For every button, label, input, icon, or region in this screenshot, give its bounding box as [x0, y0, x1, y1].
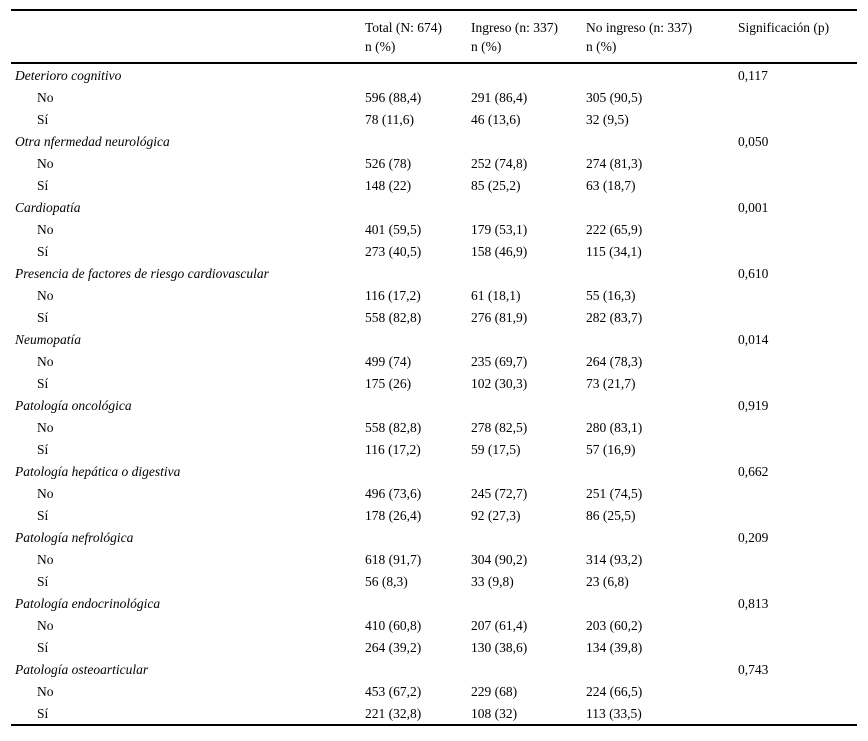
data-row [11, 438, 857, 460]
ingreso-cell: 46 (13,6) [471, 111, 521, 127]
row-label: No [37, 419, 54, 435]
p-value-cell: 0,610 [738, 265, 769, 281]
empty-cell [734, 614, 857, 636]
p-value-cell: 0,117 [738, 67, 768, 83]
data-row [11, 350, 857, 372]
group-label: Patología oncológica [15, 397, 132, 413]
empty-cell [361, 196, 467, 218]
column-subtitle: n (%) [365, 39, 396, 54]
empty-cell [734, 372, 857, 394]
row-label: No [37, 353, 54, 369]
no-ingreso-cell: 23 (6,8) [586, 573, 629, 589]
data-row [11, 416, 857, 438]
data-row [11, 570, 857, 592]
column-subtitle: n (%) [471, 39, 502, 54]
row-label: Sí [37, 243, 49, 259]
empty-cell [734, 86, 857, 108]
empty-cell [467, 460, 582, 482]
empty-cell [582, 526, 734, 548]
empty-cell [361, 658, 467, 680]
empty-cell [734, 702, 857, 725]
no-ingreso-cell: 280 (83,1) [586, 419, 643, 435]
empty-cell [734, 482, 857, 504]
total-cell: 401 (59,5) [365, 221, 422, 237]
empty-cell [467, 63, 582, 86]
table-header [11, 10, 857, 63]
empty-cell [734, 240, 857, 262]
empty-cell [361, 63, 467, 86]
no-ingreso-cell: 203 (60,2) [586, 617, 643, 633]
column-header [467, 10, 582, 63]
data-row [11, 284, 857, 306]
row-label: No [37, 221, 54, 237]
total-cell: 410 (60,8) [365, 617, 422, 633]
data-row [11, 86, 857, 108]
p-value-cell: 0,743 [738, 661, 769, 677]
empty-cell [467, 394, 582, 416]
ingreso-cell: 108 (32) [471, 705, 518, 721]
no-ingreso-cell: 222 (65,9) [586, 221, 643, 237]
data-row [11, 702, 857, 725]
empty-cell [582, 130, 734, 152]
row-label: Sí [37, 309, 49, 325]
empty-cell [582, 328, 734, 350]
no-ingreso-cell: 314 (93,2) [586, 551, 643, 567]
column-title: Significación (p) [738, 20, 830, 35]
empty-cell [361, 592, 467, 614]
empty-cell [734, 306, 857, 328]
total-cell: 596 (88,4) [365, 89, 422, 105]
p-value-cell: 0,813 [738, 595, 769, 611]
column-title: Ingreso (n: 337) [471, 20, 558, 35]
group-row [11, 196, 857, 218]
empty-cell [734, 108, 857, 130]
data-row [11, 152, 857, 174]
empty-cell [582, 63, 734, 86]
column-title: No ingreso (n: 337) [586, 20, 693, 35]
ingreso-cell: 33 (9,8) [471, 573, 514, 589]
group-label: Patología endocrinológica [15, 595, 161, 611]
empty-cell [361, 262, 467, 284]
no-ingreso-cell: 73 (21,7) [586, 375, 636, 391]
total-cell: 264 (39,2) [365, 639, 422, 655]
group-label: Patología hepática o digestiva [15, 463, 181, 479]
group-row [11, 460, 857, 482]
group-row [11, 328, 857, 350]
data-row [11, 614, 857, 636]
empty-cell [361, 130, 467, 152]
header-row [11, 10, 857, 63]
row-label: No [37, 155, 54, 171]
total-cell: 148 (22) [365, 177, 412, 193]
data-row [11, 504, 857, 526]
empty-cell [361, 460, 467, 482]
no-ingreso-cell: 251 (74,5) [586, 485, 643, 501]
empty-cell [734, 284, 857, 306]
p-value-cell: 0,919 [738, 397, 769, 413]
row-label: Sí [37, 705, 49, 721]
empty-cell [734, 570, 857, 592]
column-title: Total (N: 674) [365, 20, 443, 35]
total-cell: 56 (8,3) [365, 573, 408, 589]
empty-cell [467, 328, 582, 350]
total-cell: 618 (91,7) [365, 551, 422, 567]
empty-cell [734, 416, 857, 438]
p-value-cell: 0,001 [738, 199, 769, 215]
empty-cell [467, 658, 582, 680]
no-ingreso-cell: 63 (18,7) [586, 177, 636, 193]
empty-cell [467, 592, 582, 614]
empty-cell [734, 152, 857, 174]
total-cell: 558 (82,8) [365, 419, 422, 435]
group-row [11, 592, 857, 614]
row-label: Sí [37, 441, 49, 457]
data-row [11, 174, 857, 196]
data-row [11, 482, 857, 504]
group-label: Patología osteoarticular [15, 661, 149, 677]
group-row [11, 63, 857, 86]
ingreso-cell: 130 (38,6) [471, 639, 528, 655]
no-ingreso-cell: 305 (90,5) [586, 89, 643, 105]
empty-cell [582, 658, 734, 680]
no-ingreso-cell: 115 (34,1) [586, 243, 642, 259]
no-ingreso-cell: 274 (81,3) [586, 155, 643, 171]
total-cell: 526 (78) [365, 155, 412, 171]
row-label: Sí [37, 375, 49, 391]
empty-cell [467, 262, 582, 284]
ingreso-cell: 245 (72,7) [471, 485, 528, 501]
group-label: Presencia de factores de riesgo cardiovascular [15, 265, 269, 281]
group-label: Deterioro cognitivo [15, 67, 122, 83]
data-row [11, 108, 857, 130]
empty-cell [467, 196, 582, 218]
ingreso-cell: 85 (25,2) [471, 177, 521, 193]
total-cell: 499 (74) [365, 353, 412, 369]
ingreso-cell: 158 (46,9) [471, 243, 528, 259]
group-row [11, 130, 857, 152]
data-row [11, 636, 857, 658]
row-label: No [37, 617, 54, 633]
empty-cell [734, 438, 857, 460]
empty-cell [734, 350, 857, 372]
p-value-cell: 0,662 [738, 463, 769, 479]
group-row [11, 526, 857, 548]
total-cell: 116 (17,2) [365, 287, 421, 303]
ingreso-cell: 207 (61,4) [471, 617, 528, 633]
row-label: No [37, 89, 54, 105]
row-label: Sí [37, 177, 49, 193]
row-label: Sí [37, 573, 49, 589]
no-ingreso-cell: 55 (16,3) [586, 287, 636, 303]
empty-cell [734, 218, 857, 240]
data-row [11, 372, 857, 394]
empty-cell [582, 460, 734, 482]
total-cell: 116 (17,2) [365, 441, 421, 457]
header-corner-cell [11, 10, 361, 63]
group-label: Patología nefrológica [15, 529, 134, 545]
total-cell: 78 (11,6) [365, 111, 414, 127]
empty-cell [734, 680, 857, 702]
no-ingreso-cell: 282 (83,7) [586, 309, 643, 325]
ingreso-cell: 92 (27,3) [471, 507, 521, 523]
no-ingreso-cell: 134 (39,8) [586, 639, 643, 655]
ingreso-cell: 278 (82,5) [471, 419, 528, 435]
group-row [11, 262, 857, 284]
row-label: Sí [37, 111, 49, 127]
ingreso-cell: 61 (18,1) [471, 287, 521, 303]
no-ingreso-cell: 86 (25,5) [586, 507, 636, 523]
empty-cell [467, 130, 582, 152]
total-cell: 273 (40,5) [365, 243, 422, 259]
group-label: Neumopatía [15, 331, 81, 347]
group-label: Cardiopatía [15, 199, 81, 215]
p-value-cell: 0,050 [738, 133, 769, 149]
ingreso-cell: 59 (17,5) [471, 441, 521, 457]
no-ingreso-cell: 224 (66,5) [586, 683, 643, 699]
ingreso-cell: 179 (53,1) [471, 221, 528, 237]
data-row [11, 218, 857, 240]
table-body [11, 63, 857, 725]
no-ingreso-cell: 113 (33,5) [586, 705, 642, 721]
ingreso-cell: 229 (68) [471, 683, 518, 699]
ingreso-cell: 291 (86,4) [471, 89, 528, 105]
p-value-cell: 0,014 [738, 331, 769, 347]
total-cell: 453 (67,2) [365, 683, 422, 699]
group-row [11, 658, 857, 680]
empty-cell [582, 262, 734, 284]
data-row [11, 306, 857, 328]
empty-cell [582, 196, 734, 218]
empty-cell [582, 592, 734, 614]
row-label: No [37, 287, 54, 303]
group-row [11, 394, 857, 416]
empty-cell [734, 548, 857, 570]
row-label: Sí [37, 639, 49, 655]
column-header [734, 10, 857, 63]
ingreso-cell: 102 (30,3) [471, 375, 528, 391]
row-label: Sí [37, 507, 49, 523]
empty-cell [734, 636, 857, 658]
column-header [361, 10, 467, 63]
total-cell: 221 (32,8) [365, 705, 422, 721]
total-cell: 558 (82,8) [365, 309, 422, 325]
no-ingreso-cell: 57 (16,9) [586, 441, 636, 457]
data-row [11, 548, 857, 570]
total-cell: 175 (26) [365, 375, 412, 391]
no-ingreso-cell: 264 (78,3) [586, 353, 643, 369]
empty-cell [734, 174, 857, 196]
data-row [11, 680, 857, 702]
total-cell: 178 (26,4) [365, 507, 422, 523]
column-subtitle: n (%) [586, 39, 617, 54]
total-cell: 496 (73,6) [365, 485, 422, 501]
group-label: Otra nfermedad neurológica [15, 133, 170, 149]
ingreso-cell: 304 (90,2) [471, 551, 528, 567]
no-ingreso-cell: 32 (9,5) [586, 111, 629, 127]
row-label: No [37, 551, 54, 567]
ingreso-cell: 235 (69,7) [471, 353, 528, 369]
empty-cell [361, 394, 467, 416]
empty-cell [361, 328, 467, 350]
empty-cell [734, 504, 857, 526]
p-value-cell: 0,209 [738, 529, 769, 545]
comorbidity-statistics-table [11, 9, 857, 726]
row-label: No [37, 485, 54, 501]
empty-cell [582, 394, 734, 416]
ingreso-cell: 276 (81,9) [471, 309, 528, 325]
column-header [582, 10, 734, 63]
ingreso-cell: 252 (74,8) [471, 155, 528, 171]
row-label: No [37, 683, 54, 699]
empty-cell [467, 526, 582, 548]
empty-cell [361, 526, 467, 548]
data-row [11, 240, 857, 262]
